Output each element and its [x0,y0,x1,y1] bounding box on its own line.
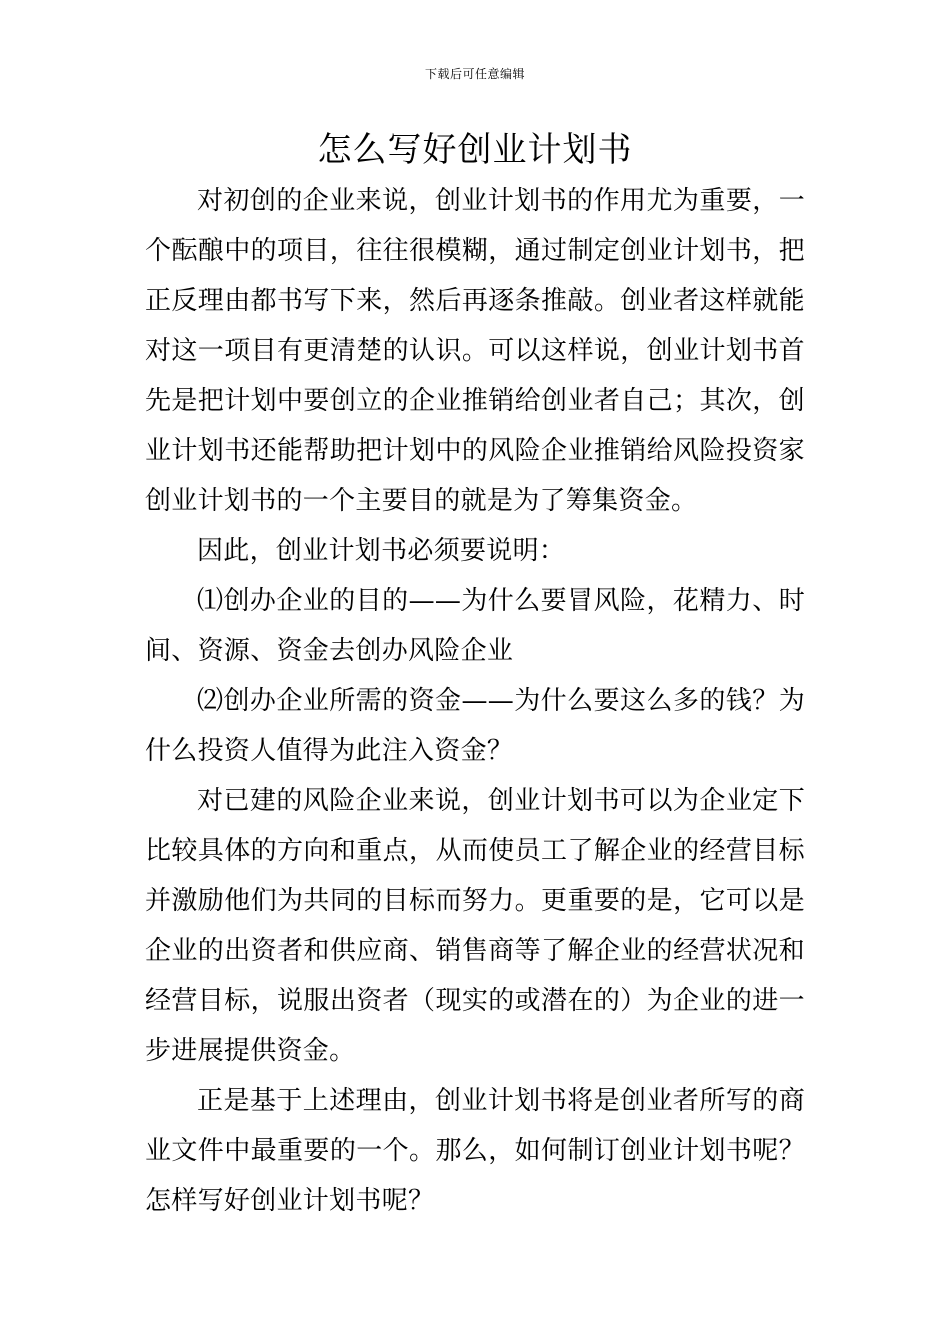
document-body [145,176,805,1226]
document-title: 怎么写好创业计划书 [317,130,633,170]
body-paragraph-5: 对已建的风险企业来说，创业计划书可以为企业定下比较具体的方向和重点，从而使员工了解企业的经营目标并激励他们为共同的目标而努力。更重要的是，它可以是企业的出资者和供应商、销售商等了解企业的经营状况和经营目标，说服出资者（现实的或潜在的）为企业的进一步进展提供资金。 [145,786,805,1066]
body-paragraph-3: ⑴创办企业的目的——为什么要冒风险，花精力、时间、资源、资金去创办风险企业 [145,586,805,666]
body-paragraph-4: ⑵创办企业所需的资金——为什么要这么多的钱？为什么投资人值得为此注入资金？ [145,686,805,766]
body-paragraph-6: 正是基于上述理由，创业计划书将是创业者所写的商业文件中最重要的一个。那么，如何制订创业计划书呢？怎样写好创业计划书呢？ [145,1086,805,1216]
body-paragraph-2: 因此，创业计划书必须要说明： [197,536,566,566]
body-paragraph-1: 对初创的企业来说，创业计划书的作用尤为重要，一个酝酿中的项目，往往很模糊，通过制定创业计划书，把正反理由都书写下来，然后再逐条推敲。创业者这样就能对这一项目有更清楚的认识。可以这样说，创业计划书首先是把计划中要创立的企业推销给创业者自己；其次，创业计划书还能帮助把计划中的风险企业推销给风险投资家创业计划书的一个主要目的就是为了筹集资金。 [145,186,805,516]
header-note: 下载后可任意编辑 [424,67,525,81]
